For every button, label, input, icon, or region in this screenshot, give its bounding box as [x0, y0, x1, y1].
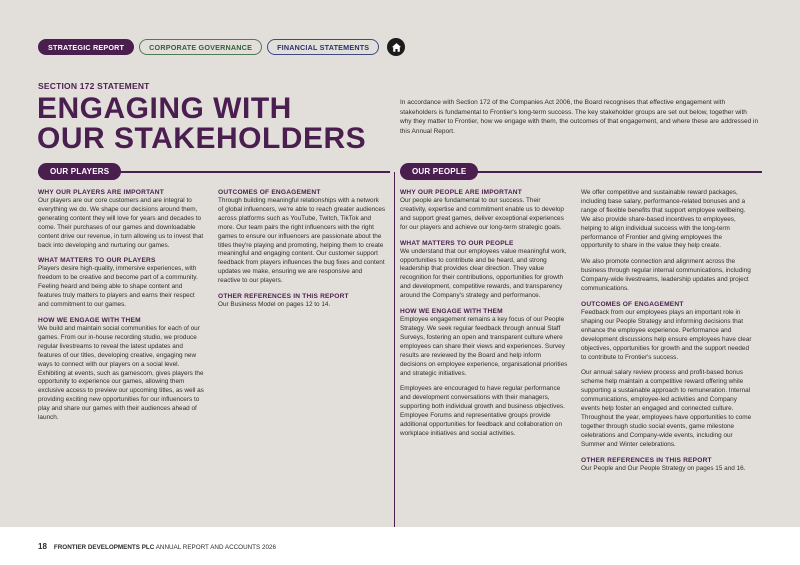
section-heading: WHY OUR PLAYERS ARE IMPORTANT: [38, 189, 164, 196]
tab-financial-statements[interactable]: FINANCIAL STATEMENTS: [267, 39, 379, 55]
section-text: Our Business Model on pages 12 to 14.: [218, 301, 331, 309]
section-heading: WHAT MATTERS TO OUR PEOPLE: [400, 239, 514, 247]
page-title-line-2: OUR STAKEHOLDERS: [37, 122, 367, 155]
people-column-2: [581, 189, 753, 480]
section-heading: WHAT MATTERS TO OUR PLAYERS: [38, 257, 156, 265]
players-why-block: [38, 189, 206, 250]
players-column-2: [218, 189, 386, 317]
tab-corporate-governance[interactable]: CORPORATE GOVERNANCE: [139, 39, 262, 55]
section-text: Through building meaningful relationships with a network of global influencers, we're able to reach greater audiences across platforms such as YouTube, Twitch, TikTok and more. Our team pairs the right influencers with the right games to ensure our influencers are passionate about the titles they're playing and promoting, helping them to create meaningful and engaging content. Our customer support feedback from players influences the bug fixes and content updates we make, ensuring we are responsive and reactive to our players.: [218, 197, 386, 285]
people-what-matters-block: [400, 240, 568, 301]
people-salary-block: [581, 369, 753, 449]
section-text: Employee engagement remains a key focus of our People Strategy. We seek regular feedback through annual Staff Surveys, fostering an open and transparent culture where employees can share their views and experiences. Survey results are reviewed by the Board and help inform decisions on employee experience, organisational priorities and strategic initiatives.: [400, 316, 568, 377]
players-references-block: [218, 293, 386, 310]
section-text: We build and maintain social communities for each of our games. From our in-house recording studio, we produce regular livestreams to reveal the latest updates and features of our titles, developing creative, engaging new ways to connect with our players on a social level. Exhibiting at events, such as gamescom, gives players the opportunity to experience our games, allowing them exclusive access to preview our upcoming titles, as well as providing exciting new opportunities for our influencers to play and share our games with their audiences ahead of launch.: [38, 324, 204, 422]
people-conversations-block: [400, 385, 568, 438]
players-what-matters-block: [38, 257, 206, 310]
people-rewards-block: [581, 189, 753, 251]
section-text: Feedback from our employees plays an important role in shaping our People Strategy and informing decisions that enhance the employee experience. Performance and development discussions help ensure employees have clear objectives, opportunities for growth and the support needed to contribute to Frontier's success.: [581, 308, 752, 361]
section-heading: OTHER REFERENCES IN THIS REPORT: [218, 293, 349, 301]
section-heading: OUTCOMES OF ENGAGEMENT: [581, 300, 684, 308]
section-heading: WHY OUR PEOPLE ARE IMPORTANT: [400, 189, 522, 196]
section-nav: [38, 38, 405, 56]
tab-strategic-report[interactable]: STRATEGIC REPORT: [38, 39, 134, 55]
people-section-label: OUR PEOPLE: [400, 163, 478, 180]
people-outcomes-block: [581, 301, 753, 362]
intro-paragraph: In accordance with Section 172 of the Companies Act 2006, the Board recognises that effective engagement with stakeholders is fundamental to Frontier's long-term success. The key stakeholder groups are set out below, together with why they matter to Frontier, how we engage with them, the outcomes of that engagement, and where these are addressed in this Annual Report.: [400, 99, 759, 135]
section-text: Our annual salary review process and profit-based bonus scheme help maintain a competitive reward offering while supporting a sustainable approach to remuneration. Internal communications, employee-led activities and Company events help foster an engaged and connected culture. Throughout the year, employees have opportunities to come together through studio social events, game milestone celebrations and Company-wide events, including our Summer and Winter celebrations.: [581, 369, 752, 448]
section-heading: OUTCOMES OF ENGAGEMENT: [218, 189, 321, 196]
home-icon: [391, 42, 402, 53]
people-references-block: [581, 457, 753, 474]
people-connection-block: [581, 258, 753, 294]
page-footer: [0, 527, 800, 565]
section-text: Players desire high-quality, immersive experiences, with freedom to be creative and become part of a community. Feeling heard and being able to shape content and features truly matters to players and earns their respect and commitment to our games.: [38, 265, 198, 309]
section-text: We understand that our employees value meaningful work, opportunities to contribute and be heard, and strong leadership that provides clear direction. They value recognition for their contributions, opportunities for growth and development, competitive rewards, and transparency around the Company's strategy and performance.: [400, 247, 567, 300]
home-button[interactable]: [387, 38, 405, 56]
players-section-label: OUR PLAYERS: [38, 163, 121, 180]
section-text: Our people are fundamental to our success. Their creativity, expertise and commitment enable us to develop and support great games, deliver exceptional experiences for our players and achieve our long-term strategic goals.: [400, 197, 564, 231]
section-heading: HOW WE ENGAGE WITH THEM: [400, 308, 503, 316]
page-title: [37, 94, 366, 154]
section-text: Our People and Our People Strategy on pages 15 and 16.: [581, 464, 746, 472]
column-divider: [394, 172, 395, 527]
people-how-engage-block: [400, 308, 568, 378]
people-why-block: [400, 189, 568, 233]
section-text: We offer competitive and sustainable reward packages, including base salary, performance-related bonuses and a range of flexible benefits that support employee wellbeing. We also provide share-based incentives to employees, helping to align individual success with the long-term performance of Frontier and giving employees the opportunity to share in the value they help create.: [581, 189, 746, 250]
footer-report: ANNUAL REPORT AND ACCOUNTS 2026: [155, 544, 276, 551]
section-kicker: SECTION 172 STATEMENT: [38, 81, 150, 91]
section-heading: OTHER REFERENCES IN THIS REPORT: [581, 456, 712, 464]
players-column-1: [38, 189, 206, 430]
players-how-engage-block: [38, 317, 206, 423]
page-title-line-1: ENGAGING WITH: [37, 92, 292, 125]
section-text: We also promote connection and alignment across the business through regular internal communications, including Company-wide livestreams, leadership updates and project communications.: [581, 258, 751, 293]
players-outcomes-block: [218, 189, 386, 286]
section-text: Employees are encouraged to have regular performance and development conversations with their managers, supporting both individual growth and business objectives. Employee Forums and representative groups provide additional opportunities for feedback and collaboration on workplace initiatives and social activities.: [400, 385, 565, 437]
section-text: Our players are our core customers and are integral to everything we do. We shape our decisions around them, generating content they will love for years and decades to come. Their purchases of our games and downloadable content drive our revenue, in turn allowing us to invest that back into developing and nurturing our games.: [38, 197, 204, 249]
footer-company: FRONTIER DEVELOPMENTS PLC: [53, 544, 155, 551]
footer-text: [38, 542, 276, 551]
page-number: 18: [38, 542, 47, 551]
people-column-1: [400, 189, 568, 446]
section-heading: HOW WE ENGAGE WITH THEM: [38, 316, 141, 324]
